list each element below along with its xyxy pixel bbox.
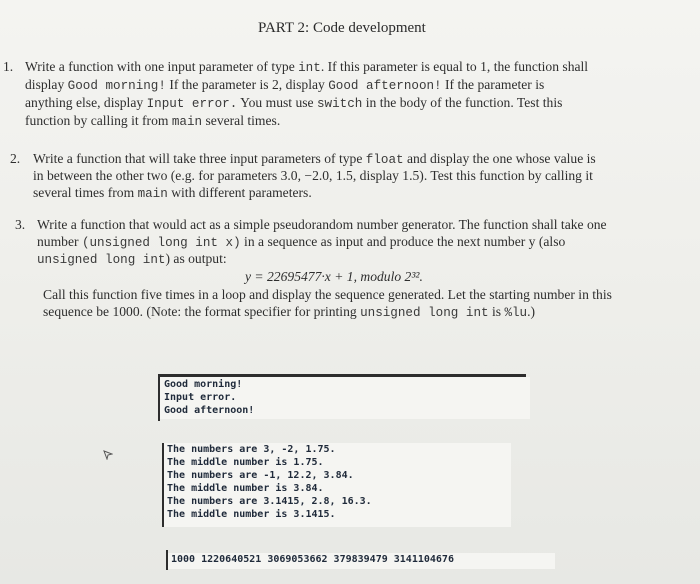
page-title: PART 2: Code development — [258, 20, 426, 36]
output-line: The numbers are 3, -2, 1.75. — [167, 444, 336, 455]
terminal-output-3 — [167, 553, 555, 569]
output-line: The middle number is 3.84. — [167, 483, 324, 494]
q3-line-4: Call this function five times in a loop and display the sequence generated. Let the starting number in this — [43, 287, 612, 302]
output-line: Good morning! — [164, 379, 243, 390]
q3-line-5: sequence be 1000. (Note: the format specifier for printing unsigned long int is %lu.) — [43, 304, 536, 320]
output-line: The middle number is 3.1415. — [167, 509, 336, 520]
terminal-left-border — [162, 443, 164, 527]
q1-line-3: anything else, display Input error. You must use switch in the body of the function. Test this — [25, 95, 563, 111]
mouse-cursor-icon — [103, 447, 113, 457]
terminal-output-2 — [163, 443, 511, 527]
terminal-output-1 — [160, 377, 530, 419]
q2-line-2: in between the other two (e.g. for parameters 3.0, −2.0, 1.5, display 1.5). Test this function by calling it — [33, 168, 593, 183]
question-3-number: 3. — [15, 217, 26, 232]
terminal-left-border — [166, 550, 168, 570]
q1-line-1: Write a function with one input parameter of type int. If this parameter is equal to 1, the function shall — [25, 59, 589, 75]
q3-line-3: unsigned long int) as output: — [37, 251, 227, 267]
output-line: The numbers are 3.1415, 2.8, 16.3. — [167, 496, 372, 507]
output-line: Input error. — [164, 392, 237, 403]
q2-line-3: several times from main with different parameters. — [33, 185, 312, 201]
output-line: The numbers are -1, 12.2, 3.84. — [167, 470, 354, 481]
terminal-left-border — [158, 377, 160, 421]
q2-line-1: Write a function that will take three input parameters of type float and display the one whose value is — [33, 151, 596, 167]
q1-line-4: function by calling it from main several times. — [25, 113, 281, 129]
q1-line-2: display Good morning! If the parameter is 2, display Good afternoon! If the parameter is — [25, 77, 545, 93]
q3-line-2: number (unsigned long int x) in a sequence as input and produce the next number y (also — [37, 234, 566, 250]
q3-formula: y = 22695477·x + 1, modulo 2³². — [245, 269, 423, 284]
question-1-number: 1. — [3, 59, 14, 74]
question-2-number: 2. — [10, 151, 21, 166]
output-line: 1000 1220640521 3069053662 379839479 3141104676 — [171, 554, 454, 565]
output-line: Good afternoon! — [164, 405, 255, 416]
q3-line-1: Write a function that would act as a simple pseudorandom number generator. The function shall take one — [37, 217, 607, 232]
output-line: The middle number is 1.75. — [167, 457, 324, 468]
